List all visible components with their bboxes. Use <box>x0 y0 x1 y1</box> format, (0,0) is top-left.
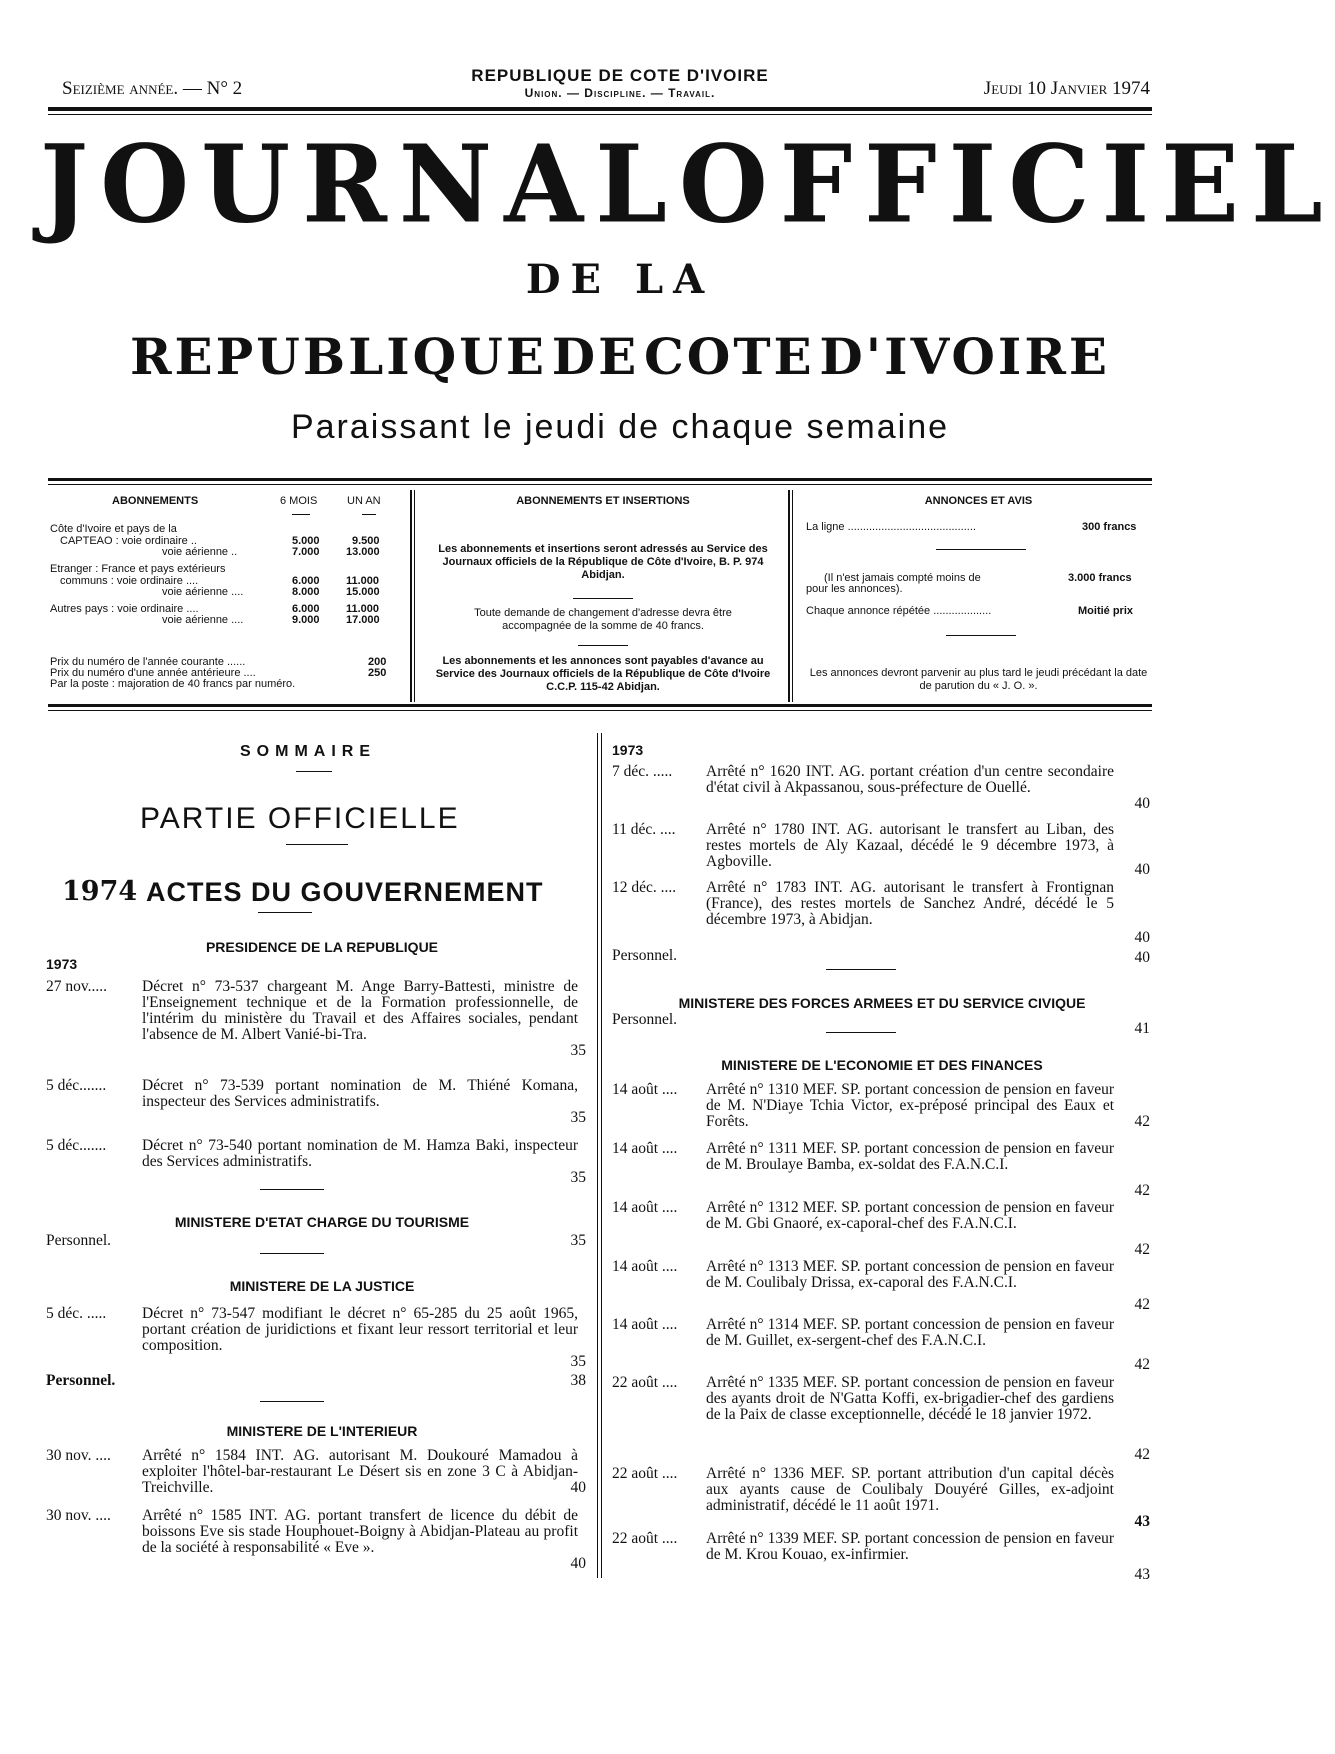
republic-name: REPUBLIQUE DE COTE D'IVOIRE <box>471 66 769 85</box>
entry-text: Décret n° 73-540 portant nomination de M. Hamza Baki, inspecteur des Services administratifs. <box>142 1137 578 1170</box>
title-word-journal: JOURNAL <box>40 122 679 248</box>
rate-value: 6.000 <box>292 603 320 615</box>
annonces-ligne: La ligne .......................................... <box>806 521 976 533</box>
title-rep-word-1: REPUBLIQUE <box>130 326 547 386</box>
entry-text: Décret n° 73-537 chargeant M. Ange Barry-Battesti, ministre de l'Enseignement technique et de la Formation professionnelle, de l'intérim du ministère du Travail et des Affaires sociales, pendant l'absence de M. Albert Vanié-bi-Tra. <box>142 978 578 1043</box>
interieur-heading: MINISTERE DE L'INTERIEUR <box>226 1423 418 1439</box>
presidence-heading: PRESIDENCE DE LA REPUBLIQUE <box>205 939 439 955</box>
box-top-rule <box>48 478 1152 481</box>
col-1an-heading: UN AN <box>347 495 381 507</box>
section-rule <box>260 1401 324 1402</box>
box-bottom-rule <box>48 704 1152 707</box>
toc-entry <box>612 1200 1152 1264</box>
year-1973: 1973 <box>46 956 78 972</box>
col-6mois-heading: 6 MOIS <box>280 495 318 507</box>
box-divider-1b <box>414 490 415 702</box>
column-divider-b <box>601 733 602 1578</box>
title-de-la: DE LA <box>525 256 715 303</box>
header-rule <box>48 107 1152 111</box>
entry-date: 30 nov. .... <box>46 1447 111 1464</box>
entry-text: Arrêté n° 1620 INT. AG. portant création d'un centre secondaire d'état civil à Akpassanou, sous-préfecture de Ouellé. <box>706 763 1114 796</box>
price-value: 250 <box>368 667 387 679</box>
entry-text: Arrêté n° 1336 MEF. SP. portant attribution d'un capital décès aux ayants cause de Coulibaly Douyéré Gilles, ex-adjoint administratif, décédé le 11 août 1971. <box>706 1465 1114 1514</box>
entry-date: 27 nov..... <box>46 978 107 995</box>
entry-text: Décret n° 73-547 modifiant le décret n° 65-285 du 25 août 1965, portant création de juridictions et fixant leur ressort territorial et leur composition. <box>142 1305 578 1354</box>
entry-page: 40 <box>1134 861 1150 878</box>
entry-text: Arrêté n° 1335 MEF. SP. portant concession de pension en faveur des ayants droit de N'Gatta Koffi, ex-brigadier-chef des gardiens de la Paix de classe exceptionnelle, décédé le 18 janvier 1972. <box>706 1374 1114 1423</box>
toc-entry <box>612 880 1152 944</box>
entry-text: Arrêté n° 1312 MEF. SP. portant concession de pension en faveur de M. Gbi Gnaoré, ex-caporal-chef des F.A.N.C.I. <box>706 1199 1114 1232</box>
entry-page: 40 <box>570 1479 586 1496</box>
entry-text: Arrêté n° 1313 MEF. SP. portant concession de pension en faveur de M. Coulibaly Drissa, ex-caporal des F.A.N.C.I. <box>706 1258 1114 1291</box>
annonces-rule-2 <box>946 635 1016 636</box>
annonces-rule <box>936 549 1026 550</box>
issue-number: Seizième année. — N° 2 <box>62 78 243 99</box>
forces-personnel: Personnel. <box>612 1011 678 1028</box>
entry-text: Arrêté n° 1783 INT. AG. autorisant le transfert à Frontignan (France), des restes mortels de Sanchez André, décédé le 5 décembre 1973, à Abidjan. <box>706 879 1114 928</box>
toc-entry <box>612 1530 1152 1583</box>
rate-value: 9.000 <box>292 614 320 626</box>
insertions-column <box>428 495 778 700</box>
economie-heading: MINISTERE DE L'ECONOMIE ET DES FINANCES <box>721 1057 1043 1073</box>
annonces-repeated: Chaque annonce répétée ................... <box>806 605 992 617</box>
section-rule <box>260 1189 324 1190</box>
entry-text: Arrêté n° 1584 INT. AG. autorisant M. Doukouré Mamadou à exploiter l'hôtel-bar-restaurant Le Désert sis en zone 3 C à Abidjan-Treichville. <box>142 1447 578 1496</box>
annonces-repeated-price: Moitié prix <box>1078 605 1134 617</box>
entry-page: 40 <box>570 1555 586 1572</box>
entry-date: 22 août .... <box>612 1465 678 1482</box>
rate-value: 17.000 <box>346 614 380 626</box>
entry-page: 42 <box>1134 1113 1150 1130</box>
insertions-rule <box>573 598 633 599</box>
rate-row-aerienne: voie aérienne .... <box>162 586 244 598</box>
annonces-column <box>806 495 1151 700</box>
entry-text: Arrêté n° 1311 MEF. SP. portant concession de pension en faveur de M. Broulaye Bamba, ex-soldat des F.A.N.C.I. <box>706 1140 1114 1173</box>
entry-page: 35 <box>570 1353 586 1370</box>
col-1an-rule <box>362 514 376 515</box>
entry-date: 30 nov. .... <box>46 1507 111 1524</box>
toc-entry <box>612 1317 1152 1381</box>
entry-date: 12 déc. .... <box>612 879 677 896</box>
box-divider-2 <box>788 490 790 702</box>
justice-heading: MINISTERE DE LA JUSTICE <box>229 1278 415 1294</box>
justice-personnel: Personnel. <box>46 1372 116 1389</box>
rate-row-cote: Côte d'Ivoire et pays de la <box>50 523 177 535</box>
toc-entry <box>46 1078 586 1126</box>
title-rep-word-2: DE <box>551 326 640 386</box>
entry-date: 14 août .... <box>612 1316 678 1333</box>
actes-year: 1974 <box>62 876 138 907</box>
rate-value: 6.000 <box>292 575 320 587</box>
section-rule <box>260 1253 324 1254</box>
toc-entry <box>612 764 1152 828</box>
entry-text: Arrêté n° 1780 INT. AG. autorisant le transfert au Liban, des restes mortels de Aly Kazaal, décédé le 9 décembre 1973, à Agboville. <box>706 821 1114 870</box>
entry-page: 40 <box>1134 929 1150 946</box>
actes-heading: ACTES DU GOUVERNEMENT <box>146 877 544 907</box>
sommaire-title: SOMMAIRE <box>240 743 376 760</box>
toc-entry <box>612 1141 1152 1205</box>
entry-page: 35 <box>570 1232 586 1249</box>
entry-date: 14 août .... <box>612 1081 678 1098</box>
box-divider-1 <box>410 490 412 702</box>
issue-date: Jeudi 10 Janvier 1974 <box>983 78 1150 99</box>
insertions-change-address: Toute demande de changement d'adresse devra être accompagnée de la somme de 40 francs. <box>474 607 732 632</box>
entry-date: 14 août .... <box>612 1258 678 1275</box>
abonnements-heading: ABONNEMENTS <box>112 495 199 507</box>
actes-underline <box>258 912 312 913</box>
entry-date: 14 août .... <box>612 1199 678 1216</box>
entry-page: 43 <box>1134 1566 1150 1583</box>
title-word-officiel: OFFICIEL <box>678 122 1335 248</box>
entry-page: 42 <box>1134 1446 1150 1463</box>
price-previous: Prix du numéro d'une année antérieure .... <box>50 667 256 679</box>
publication-frequency: Paraissant le jeudi de chaque semaine <box>290 408 950 446</box>
annonces-minimum: (Il n'est jamais compté moins de <box>824 572 981 584</box>
personnel: Personnel. <box>612 947 678 964</box>
entry-date: 22 août .... <box>612 1530 678 1547</box>
column-divider <box>597 733 598 1578</box>
title-rep-word-3: COTE <box>643 326 815 386</box>
entry-page: 40 <box>1134 949 1150 966</box>
entry-date: 22 août .... <box>612 1374 678 1391</box>
entry-page: 41 <box>1134 1020 1150 1037</box>
partie-rule <box>286 844 348 845</box>
section-rule <box>826 969 896 970</box>
republic-motto: Union. — Discipline. — Travail. <box>524 86 716 100</box>
tourisme-heading: MINISTERE D'ETAT CHARGE DU TOURISME <box>174 1214 470 1230</box>
rate-row-communs: communs : voie ordinaire .... <box>60 575 199 587</box>
rate-value: 5.000 <box>292 535 320 547</box>
title-republique <box>130 326 1110 386</box>
toc-entry <box>46 979 586 1059</box>
entry-page: 42 <box>1134 1356 1150 1373</box>
toc-entry <box>46 1306 586 1370</box>
rate-value: 15.000 <box>346 586 380 598</box>
annonces-minimum-value: 3.000 francs <box>1068 572 1132 584</box>
box-top-rule-thin <box>48 484 1152 485</box>
entry-page: 43 <box>1134 1513 1150 1530</box>
annonces-minimum-note: pour les annonces). <box>806 583 903 595</box>
insertions-address: Les abonnements et insertions seront adressés au Service des Journaux officiels de la République de Côte d'Ivoire, B. P. 974 Abidjan. <box>438 543 768 581</box>
year-1973-right: 1973 <box>612 742 644 758</box>
rate-row-aerienne: voie aérienne .. <box>162 546 238 558</box>
rate-value: 11.000 <box>346 575 380 587</box>
entry-page: 38 <box>570 1372 586 1389</box>
sommaire-rule <box>296 771 332 772</box>
entry-date: 5 déc....... <box>46 1137 107 1154</box>
box-divider-2b <box>792 490 793 702</box>
section-rule <box>826 1032 896 1033</box>
entry-text: Arrêté n° 1314 MEF. SP. portant concession de pension en faveur de M. Guillet, ex-sergent-chef des F.A.N.C.I. <box>706 1316 1114 1349</box>
entry-text: Décret n° 73-539 portant nomination de M. Thiéné Komana, inspecteur des Services administratifs. <box>142 1077 578 1110</box>
toc-entry <box>612 822 1152 886</box>
entry-page: 42 <box>1134 1182 1150 1199</box>
entry-date: 11 déc. .... <box>612 821 676 838</box>
toc-entry <box>46 1448 586 1512</box>
price-current: Prix du numéro de l'année courante ...... <box>50 656 246 668</box>
annonces-deadline: Les annonces devront parvenir au plus tard le jeudi précédant la date de parution du « J. O. ». <box>809 667 1148 692</box>
insertions-payment: Les abonnements et les annonces sont payables d'avance au Service des Journaux officiels de la République de Côte d'Ivoire C.C.P. 115-42 Abidjan. <box>435 655 771 693</box>
toc-entry <box>612 1259 1152 1323</box>
toc-entry <box>46 1508 586 1572</box>
tourisme-personnel: Personnel. <box>46 1232 112 1249</box>
toc-entry <box>612 1082 1152 1146</box>
entry-page: 35 <box>570 1169 586 1186</box>
box-bottom-rule-thin <box>48 710 1152 711</box>
insertions-heading: ABONNEMENTS ET INSERTIONS <box>516 495 690 507</box>
title-rep-word-4: D'IVOIRE <box>819 326 1110 386</box>
entry-page: 42 <box>1134 1241 1150 1258</box>
annonces-heading: ANNONCES ET AVIS <box>924 495 1033 507</box>
abonnements-column <box>50 495 405 700</box>
entry-date: 5 déc....... <box>46 1077 107 1094</box>
toc-entry <box>612 1466 1152 1530</box>
rate-value: 13.000 <box>346 546 380 558</box>
rate-row-aerienne: voie aérienne .... <box>162 614 244 626</box>
rate-value: 11.000 <box>346 603 380 615</box>
entry-page: 40 <box>1134 795 1150 812</box>
insertions-rule-2 <box>578 645 628 646</box>
entry-date: 5 déc. ..... <box>46 1305 107 1322</box>
price-postage: Par la poste : majoration de 40 francs par numéro. <box>50 678 296 690</box>
header-rule-thin <box>48 114 1152 115</box>
toc-entry <box>612 1375 1152 1471</box>
col-6mois-rule <box>292 514 310 515</box>
journal-title <box>40 122 1335 248</box>
price-value: 200 <box>368 656 387 668</box>
annonces-ligne-price: 300 francs <box>1082 521 1137 533</box>
rate-value: 9.500 <box>352 535 380 547</box>
rate-row-autres: Autres pays : voie ordinaire .... <box>50 603 199 615</box>
entry-date: 7 déc. ..... <box>612 763 673 780</box>
partie-officielle: PARTIE OFFICIELLE <box>140 802 460 835</box>
rate-value: 8.000 <box>292 586 320 598</box>
rate-row-capteao: CAPTEAO : voie ordinaire .. <box>60 535 197 547</box>
rate-value: 7.000 <box>292 546 320 558</box>
entry-page: 35 <box>570 1042 586 1059</box>
entry-text: Arrêté n° 1585 INT. AG. portant transfert de licence du débit de boissons Eve sis stade Houphouet-Boigny à Abidjan-Plateau au profit de la société à responsabilité « Eve ». <box>142 1507 578 1556</box>
entry-date: 14 août .... <box>612 1140 678 1157</box>
entry-page: 42 <box>1134 1296 1150 1313</box>
entry-text: Arrêté n° 1339 MEF. SP. portant concession de pension en faveur de M. Krou Kouao, ex-infirmier. <box>706 1530 1114 1563</box>
toc-entry <box>46 1138 586 1186</box>
entry-page: 35 <box>570 1109 586 1126</box>
entry-text: Arrêté n° 1310 MEF. SP. portant concession de pension en faveur de M. N'Diaye Tchia Victor, ex-préposé principal des Eaux et Forêts. <box>706 1081 1114 1130</box>
rate-row-etranger: Etranger : France et pays extérieurs <box>50 563 226 575</box>
forces-heading: MINISTERE DES FORCES ARMEES ET DU SERVICE CIVIQUE <box>678 995 1086 1011</box>
